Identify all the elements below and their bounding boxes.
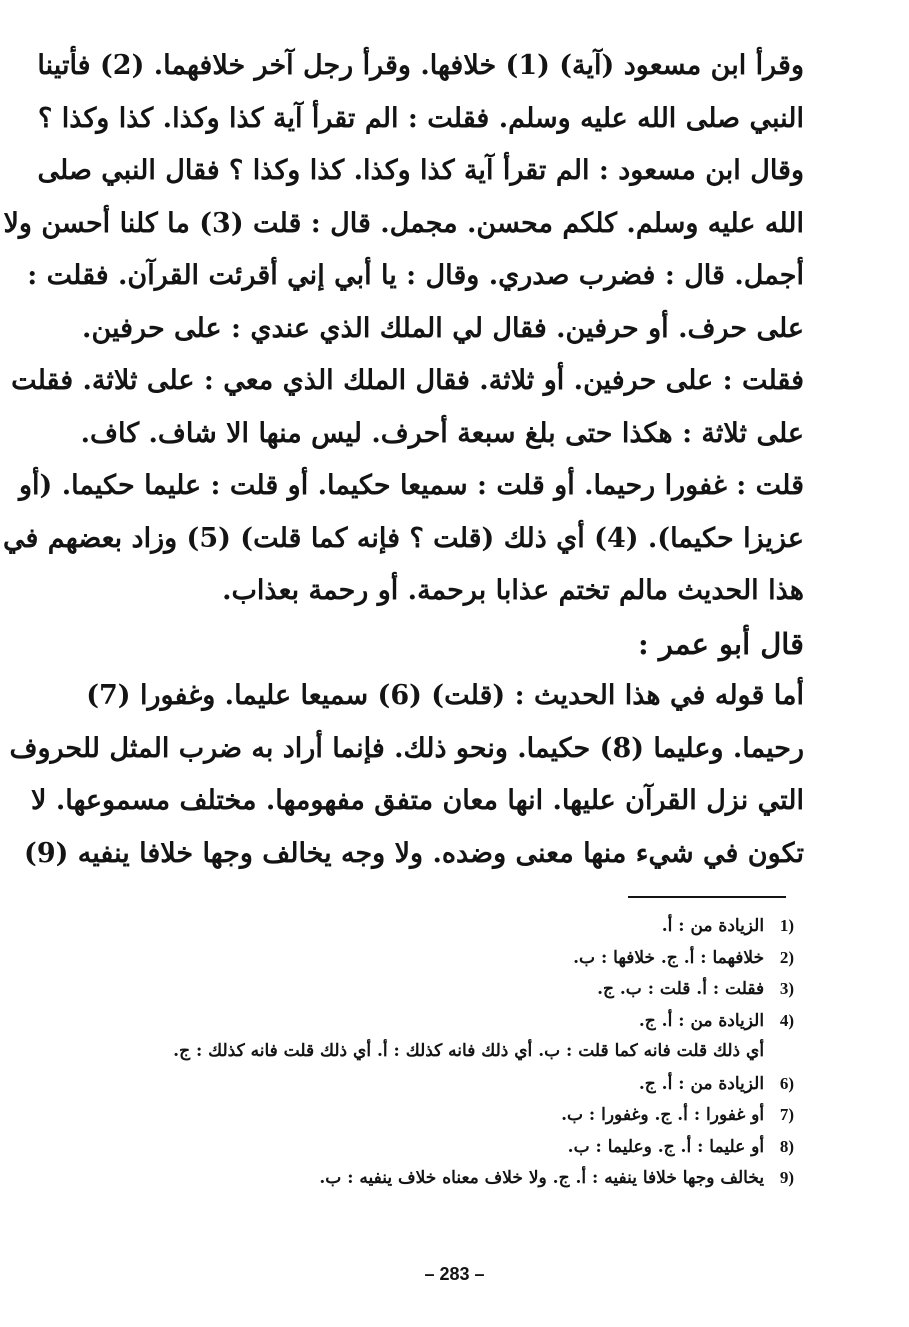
- footnote-text: أو غفورا : أ. ج. وغفورا : ب.: [561, 1105, 765, 1125]
- footnote-number: 7): [779, 1105, 794, 1124]
- footnote-text: فقلت : أ. قلت : ب. ج.: [597, 979, 765, 999]
- footnote-text: أو عليما : أ. ج. وعليما : ب.: [567, 1136, 765, 1157]
- footnote-text: أي ذلك قلت فانه كما قلت : ب. أي ذلك فانه كذلك : أ. أي ذلك قلت فانه كذلك : ج.: [173, 1041, 765, 1061]
- footnote-number: 1): [779, 916, 794, 935]
- text-line: على ثلاثة : هكذا حتى بلغ سبعة أحرف. ليس منها الا شاف. كاف.: [80, 417, 804, 449]
- footnotes: [120, 910, 794, 1194]
- footnote: [120, 1068, 794, 1100]
- footnote: [120, 1005, 794, 1037]
- footnote-text: الزيادة من : أ. ج.: [638, 1010, 765, 1031]
- footnote-divider: [628, 896, 786, 898]
- text-line: النبي صلى الله عليه وسلم. فقلت : الم تقرأ آية كذا وكذا. كذا وكذا ؟: [38, 102, 804, 134]
- footnote-number: 8): [779, 1136, 794, 1156]
- footnote-text: الزيادة من : أ.: [661, 916, 765, 936]
- text-line: تكون في شيء منها معنى وضده. ولا وجه يخالف وجها خلافا ينفيه (9): [24, 837, 804, 869]
- text-line: وقرأ ابن مسعود (آية) (1) خلافها. وقرأ رجل آخر خلافهما. (2) فأتينا: [37, 50, 804, 81]
- footnote-number: 9): [779, 1168, 794, 1187]
- footnote: [120, 1099, 794, 1131]
- footnote-text: خلافهما : أ. ج. خلافها : ب.: [573, 947, 765, 968]
- text-line: وقال ابن مسعود : الم تقرأ آية كذا وكذا. كذا وكذا ؟ فقال النبي صلى: [37, 155, 804, 186]
- text-line: عزيزا حكيما). (4) أي ذلك (قلت ؟ فإنه كما قلت) (5) وزاد بعضهم في: [2, 522, 804, 554]
- page-number: – 283 –: [424, 1264, 485, 1284]
- footnote-number: 6): [779, 1073, 794, 1093]
- footnote: [120, 973, 794, 1005]
- footnote-number: 4): [779, 1010, 794, 1030]
- main-text: [2, 40, 804, 880]
- section-heading: قال أبو عمر :: [638, 626, 804, 661]
- text-line: على حرف. أو حرفين. فقال لي الملك الذي عندي : على حرفين.: [82, 312, 804, 344]
- footnote-number: 2): [779, 947, 794, 967]
- text-line: التي نزل القرآن عليها. انها معان متفق مفهومها. مختلف مسموعها. لا: [31, 785, 804, 816]
- footnote: [120, 942, 794, 974]
- footnote: [120, 1036, 794, 1068]
- footnote-number: 3): [779, 979, 794, 998]
- footnote: [120, 1162, 794, 1194]
- text-line: فقلت : على حرفين. أو ثلاثة. فقال الملك الذي معي : على ثلاثة. فقلت: [11, 365, 804, 396]
- text-line: قلت : غفورا رحيما. أو قلت : سميعا حكيما. أو قلت : عليما حكيما. (أو: [19, 470, 804, 501]
- footnote: [120, 1131, 794, 1163]
- text-line: الله عليه وسلم. كلكم محسن. مجمل. قال : قلت (3) ما كلنا أحسن ولا: [3, 207, 804, 239]
- text-line: هذا الحديث مالم تختم عذابا برحمة. أو رحمة بعذاب.: [222, 575, 804, 606]
- text-line: أما قوله في هذا الحديث : (قلت) (6) سميعا عليما. وغفورا (7): [86, 680, 804, 711]
- footnote: [120, 910, 794, 942]
- footnote-text: يخالف وجها خلافا ينفيه : أ. ج. ولا خلاف معناه خلاف ينفيه : ب.: [319, 1168, 765, 1188]
- text-line: رحيما. وعليما (8) حكيما. ونحو ذلك. فإنما أراد به ضرب المثل للحروف: [9, 732, 804, 764]
- footnote-text: الزيادة من : أ. ج.: [638, 1073, 765, 1094]
- text-line: أجمل. قال : فضرب صدري. وقال : يا أبي إني أقرئت القرآن. فقلت :: [27, 260, 804, 291]
